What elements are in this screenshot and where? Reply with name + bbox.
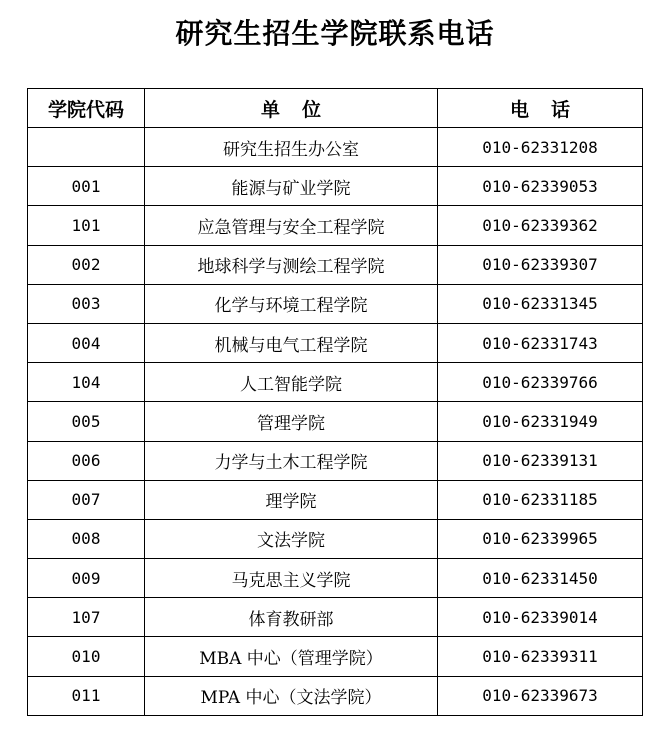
college-code-cell: 104: [28, 363, 145, 402]
college-code-cell: 007: [28, 480, 145, 519]
unit-name-cell: 机械与电气工程学院: [145, 323, 438, 362]
table-row: [28, 167, 643, 206]
college-code-cell: [28, 128, 145, 167]
phone-cell: 010-62331185: [438, 480, 643, 519]
phone-cell: 010-62339311: [438, 637, 643, 676]
college-code-cell: 101: [28, 206, 145, 245]
table-row: [28, 441, 643, 480]
phone-cell: 010-62339014: [438, 598, 643, 637]
phone-cell: 010-62339766: [438, 363, 643, 402]
unit-name-cell: 力学与土木工程学院: [145, 441, 438, 480]
college-code-cell: 010: [28, 637, 145, 676]
header-college-code: 学院代码: [28, 89, 145, 128]
unit-name-cell: 理学院: [145, 480, 438, 519]
college-code-cell: 107: [28, 598, 145, 637]
unit-name-cell: 文法学院: [145, 519, 438, 558]
table-row: [28, 363, 643, 402]
table-row: [28, 402, 643, 441]
phone-cell: 010-62339965: [438, 519, 643, 558]
college-code-cell: 002: [28, 245, 145, 284]
phone-cell: 010-62339362: [438, 206, 643, 245]
unit-name-cell: 应急管理与安全工程学院: [145, 206, 438, 245]
phone-cell: 010-62331450: [438, 559, 643, 598]
table-header-row: [28, 89, 643, 128]
college-code-cell: 003: [28, 284, 145, 323]
table-row: [28, 519, 643, 558]
unit-name-cell: 地球科学与测绘工程学院: [145, 245, 438, 284]
phone-cell: 010-62339673: [438, 676, 643, 715]
phone-cell: 010-62339307: [438, 245, 643, 284]
unit-name-cell: MBA 中心（管理学院）: [145, 637, 438, 676]
table-row: [28, 637, 643, 676]
header-unit: 单位: [145, 89, 438, 128]
phone-cell: 010-62331345: [438, 284, 643, 323]
table-row: [28, 559, 643, 598]
page-title: 研究生招生学院联系电话: [175, 17, 495, 50]
unit-name-cell: 能源与矿业学院: [145, 167, 438, 206]
unit-name-cell: 化学与环境工程学院: [145, 284, 438, 323]
college-code-cell: 011: [28, 676, 145, 715]
unit-name-cell: 研究生招生办公室: [145, 128, 438, 167]
unit-name-cell: 体育教研部: [145, 598, 438, 637]
unit-name-cell: MPA 中心（文法学院）: [145, 676, 438, 715]
header-phone: 电话: [438, 89, 643, 128]
table-row: [28, 676, 643, 715]
phone-cell: 010-62331743: [438, 323, 643, 362]
college-code-cell: 008: [28, 519, 145, 558]
college-code-cell: 006: [28, 441, 145, 480]
table-row: [28, 128, 643, 167]
unit-name-cell: 马克思主义学院: [145, 559, 438, 598]
unit-name-cell: 管理学院: [145, 402, 438, 441]
contact-table: [27, 88, 643, 716]
table-row: [28, 245, 643, 284]
table-row: [28, 598, 643, 637]
table-row: [28, 480, 643, 519]
college-code-cell: 005: [28, 402, 145, 441]
table-row: [28, 206, 643, 245]
college-code-cell: 001: [28, 167, 145, 206]
phone-cell: 010-62331208: [438, 128, 643, 167]
phone-cell: 010-62339053: [438, 167, 643, 206]
phone-cell: 010-62339131: [438, 441, 643, 480]
college-code-cell: 004: [28, 323, 145, 362]
table-row: [28, 284, 643, 323]
table-row: [28, 323, 643, 362]
unit-name-cell: 人工智能学院: [145, 363, 438, 402]
phone-cell: 010-62331949: [438, 402, 643, 441]
college-code-cell: 009: [28, 559, 145, 598]
